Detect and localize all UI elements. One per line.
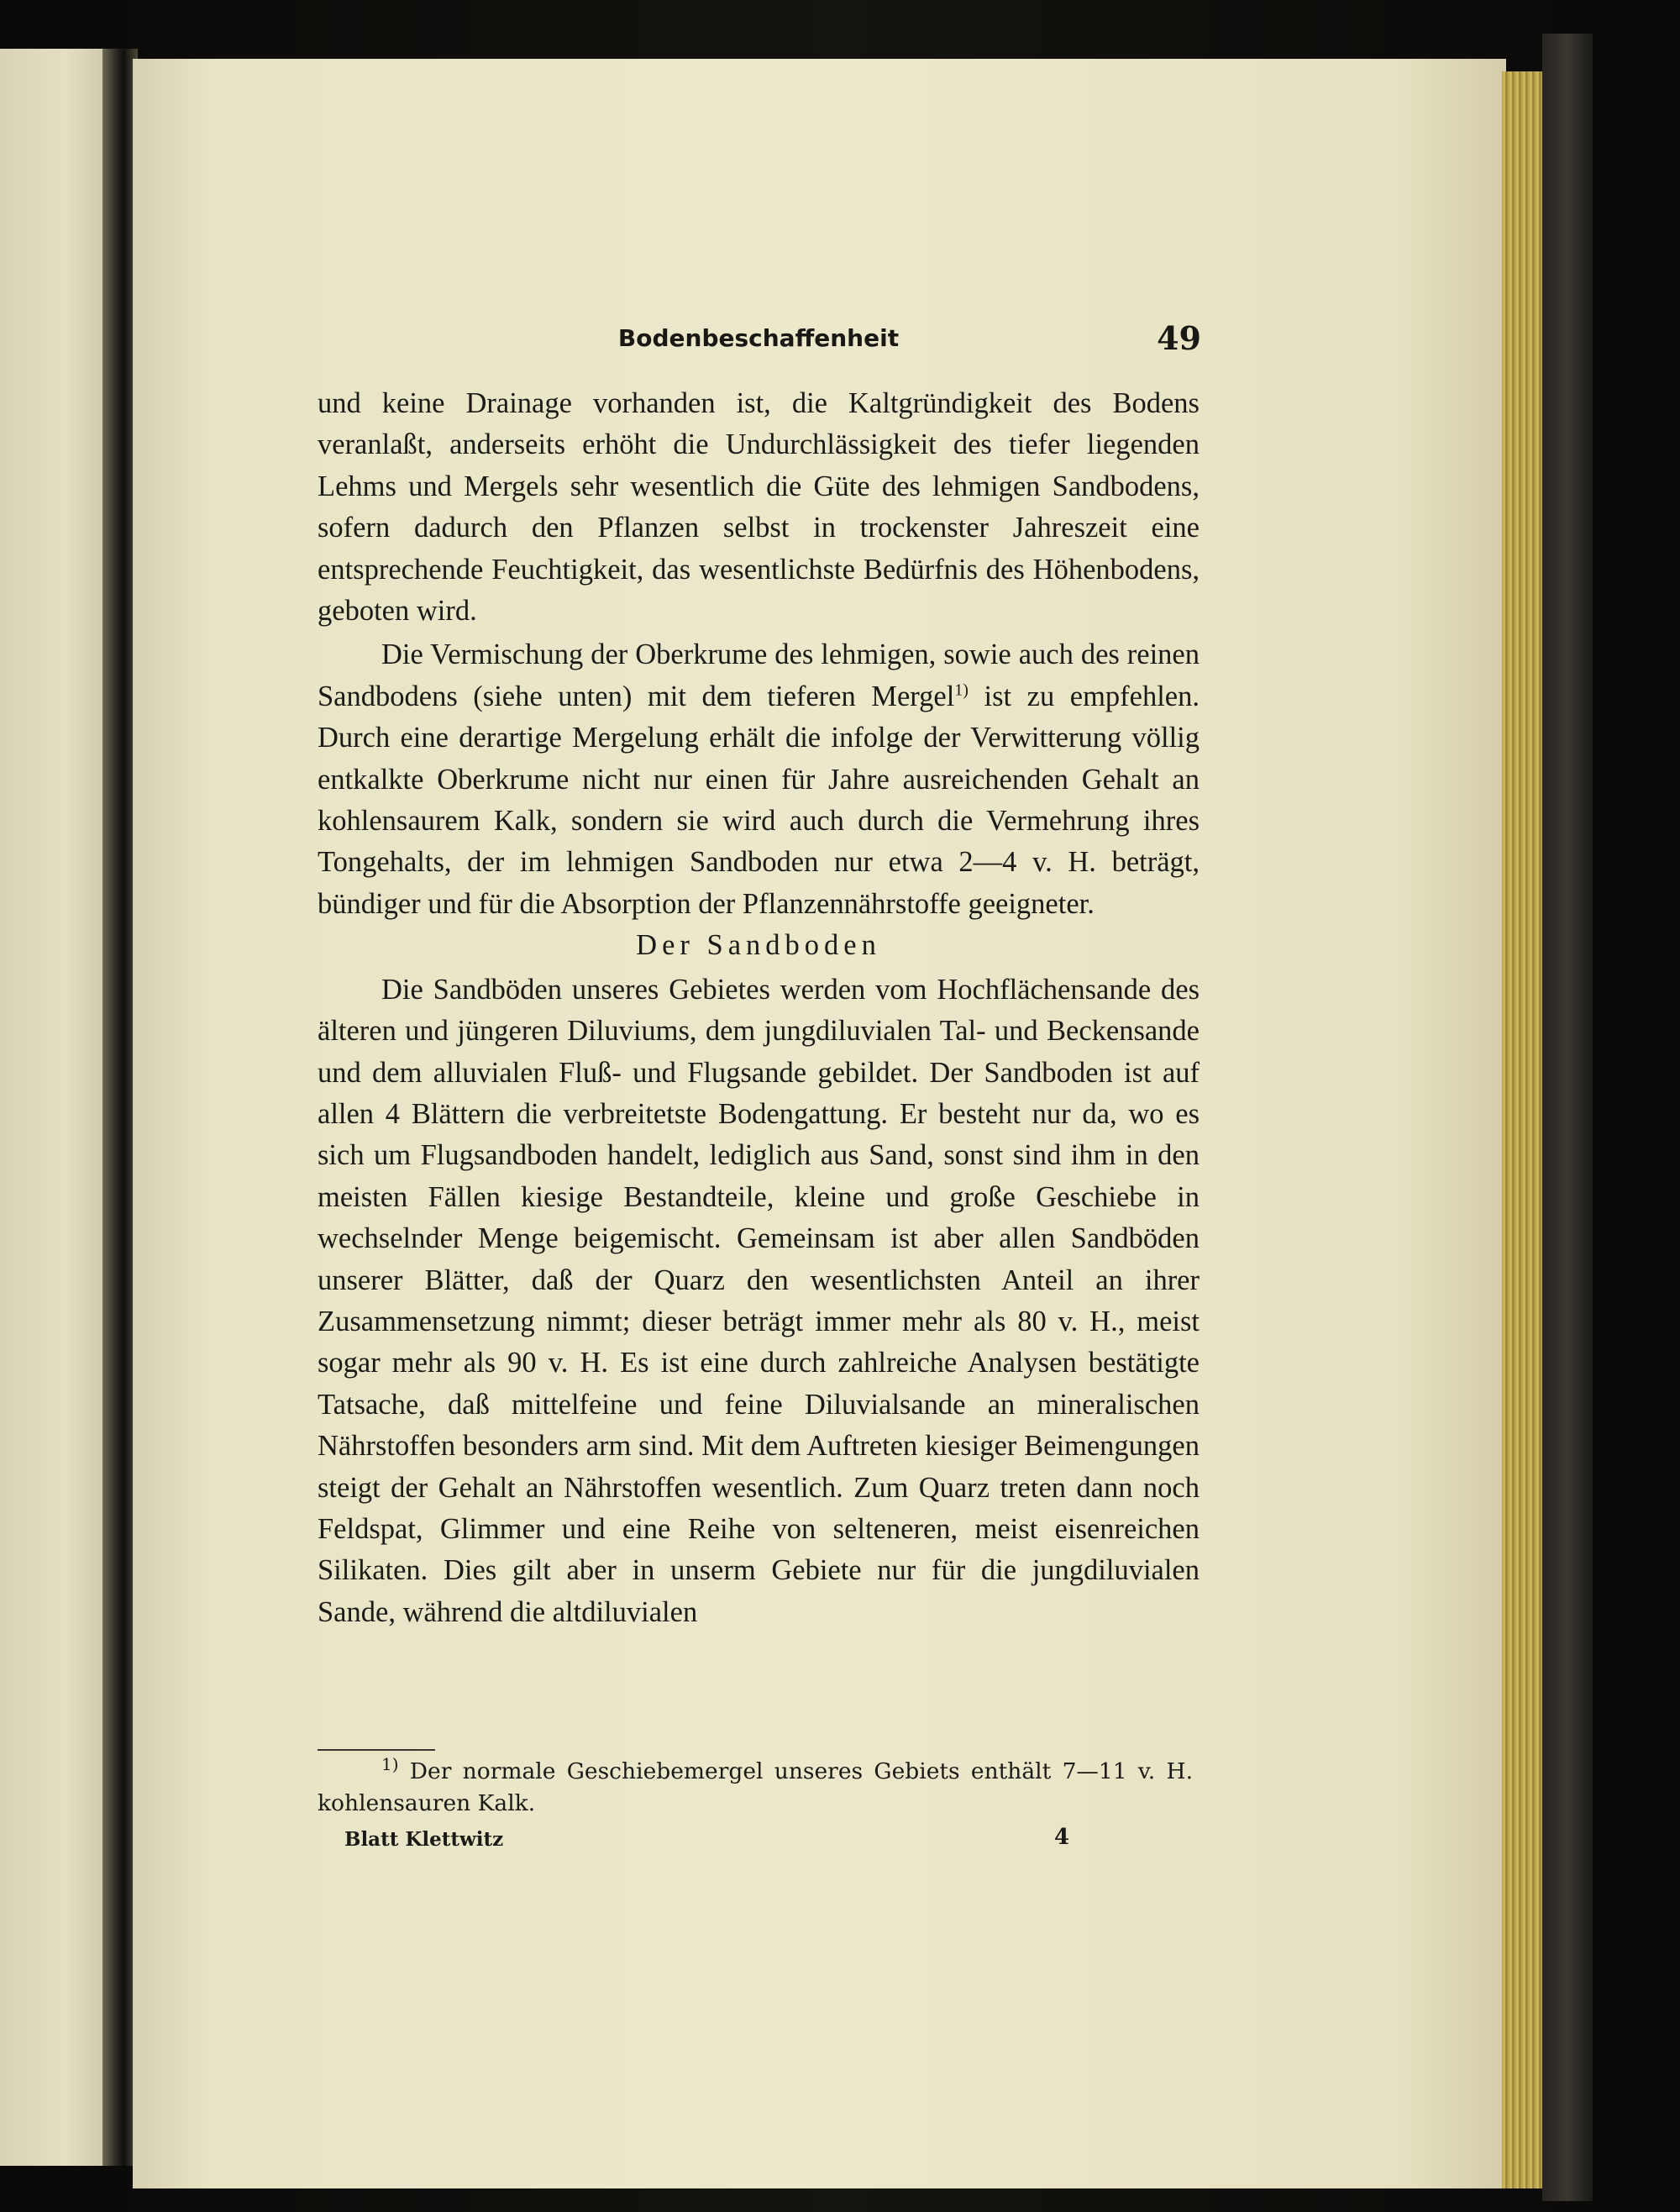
footnote	[318, 1756, 1193, 1820]
paragraph-text: Die Vermischung der Oberkrume des lehmigen, sowie auch des reinen Sandbodens (siehe unten) mit dem tieferen Mergel	[318, 638, 1200, 712]
page-edges	[1502, 71, 1542, 2188]
book-cover-edge	[1542, 34, 1593, 2201]
footnote-text: Der normale Geschiebemergel unseres Gebiets enthält 7—11 v. H. kohlensauren Kalk.	[318, 1758, 1193, 1816]
paragraph-text: ist zu empfehlen. Durch eine derartige Mergelung erhält die infolge der Verwitterung völlig entkalkte Oberkrume nicht nur einen für Jahre ausreichenden Gehalt an kohlensaurem Kalk, sondern sie wird auch durch die Vermehrung ihres Tongehalts, der im lehmigen Sandboden nur etwa 2—4 v. H. beträgt, bündiger und für die Absorption der Pflanzennährstoffe geeigneter.	[318, 680, 1200, 920]
footnote-rule	[318, 1749, 435, 1751]
paragraph	[318, 634, 1200, 925]
footnote-reference: 1)	[954, 680, 969, 700]
footnote-indent	[318, 1758, 381, 1784]
footnote-mark: 1)	[381, 1754, 399, 1775]
body-text	[318, 383, 1200, 1633]
paragraph: und keine Drainage vorhanden ist, die Kaltgründigkeit des Bodens veranlaßt, anderseits erhöht die Undurchlässigkeit des tiefer liegenden Lehms und Mergels sehr wesentlich die Güte des lehmigen Sandbodens, sofern dadurch den Pflanzen selbst in trockenster Jahreszeit eine entsprechende Feuchtigkeit, das wesentlichste Bedürfnis des Höhenbodens, geboten wird.	[318, 387, 1200, 628]
section-heading: Der Sandboden	[636, 929, 881, 962]
previous-page-edge	[0, 49, 108, 2166]
printer-signature: Blatt Klettwitz	[344, 1828, 504, 1851]
page-number: 49	[1157, 319, 1201, 357]
sheet-number: 4	[1054, 1825, 1070, 1850]
page-header	[318, 313, 1200, 363]
running-head: Bodenbeschaffenheit	[617, 324, 900, 352]
paragraph: Die Sandböden unseres Gebietes werden vom Hochflächensande des älteren und jüngeren Diluviums, dem jungdiluvialen Tal- und Beckensande und dem alluvialen Fluß- und Flugsande gebildet. Der Sandboden ist auf allen 4 Blättern die verbreitetste Bodengattung. Er besteht nur da, wo es sich um Flugsandboden handelt, lediglich aus Sand, sonst sind ihm in den meisten Fällen kiesige Bestandteile, kleine und große Geschiebe in wechselnder Menge beigemischt. Gemeinsam ist aber allen Sandböden unserer Blätter, daß der Quarz den wesentlichsten Anteil an ihrer Zusammensetzung nimmt; dieser beträgt immer mehr als 80 v. H., meist sogar mehr als 90 v. H. Es ist eine durch zahlreiche Analysen bestätigte Tatsache, daß mittelfeine und feine Diluvialsande an mineralischen Nährstoffen besonders arm sind. Mit dem Auftreten kiesiger Beimengungen steigt der Gehalt an Nährstoffen wesentlich. Zum Quarz treten dann noch Feldspat, Glimmer und eine Reihe von selteneren, meist eisenreichen Silikaten. Dies gilt aber in unserm Gebiete nur für die jungdiluvialen Sande, während die altdiluvialen	[318, 973, 1200, 1628]
